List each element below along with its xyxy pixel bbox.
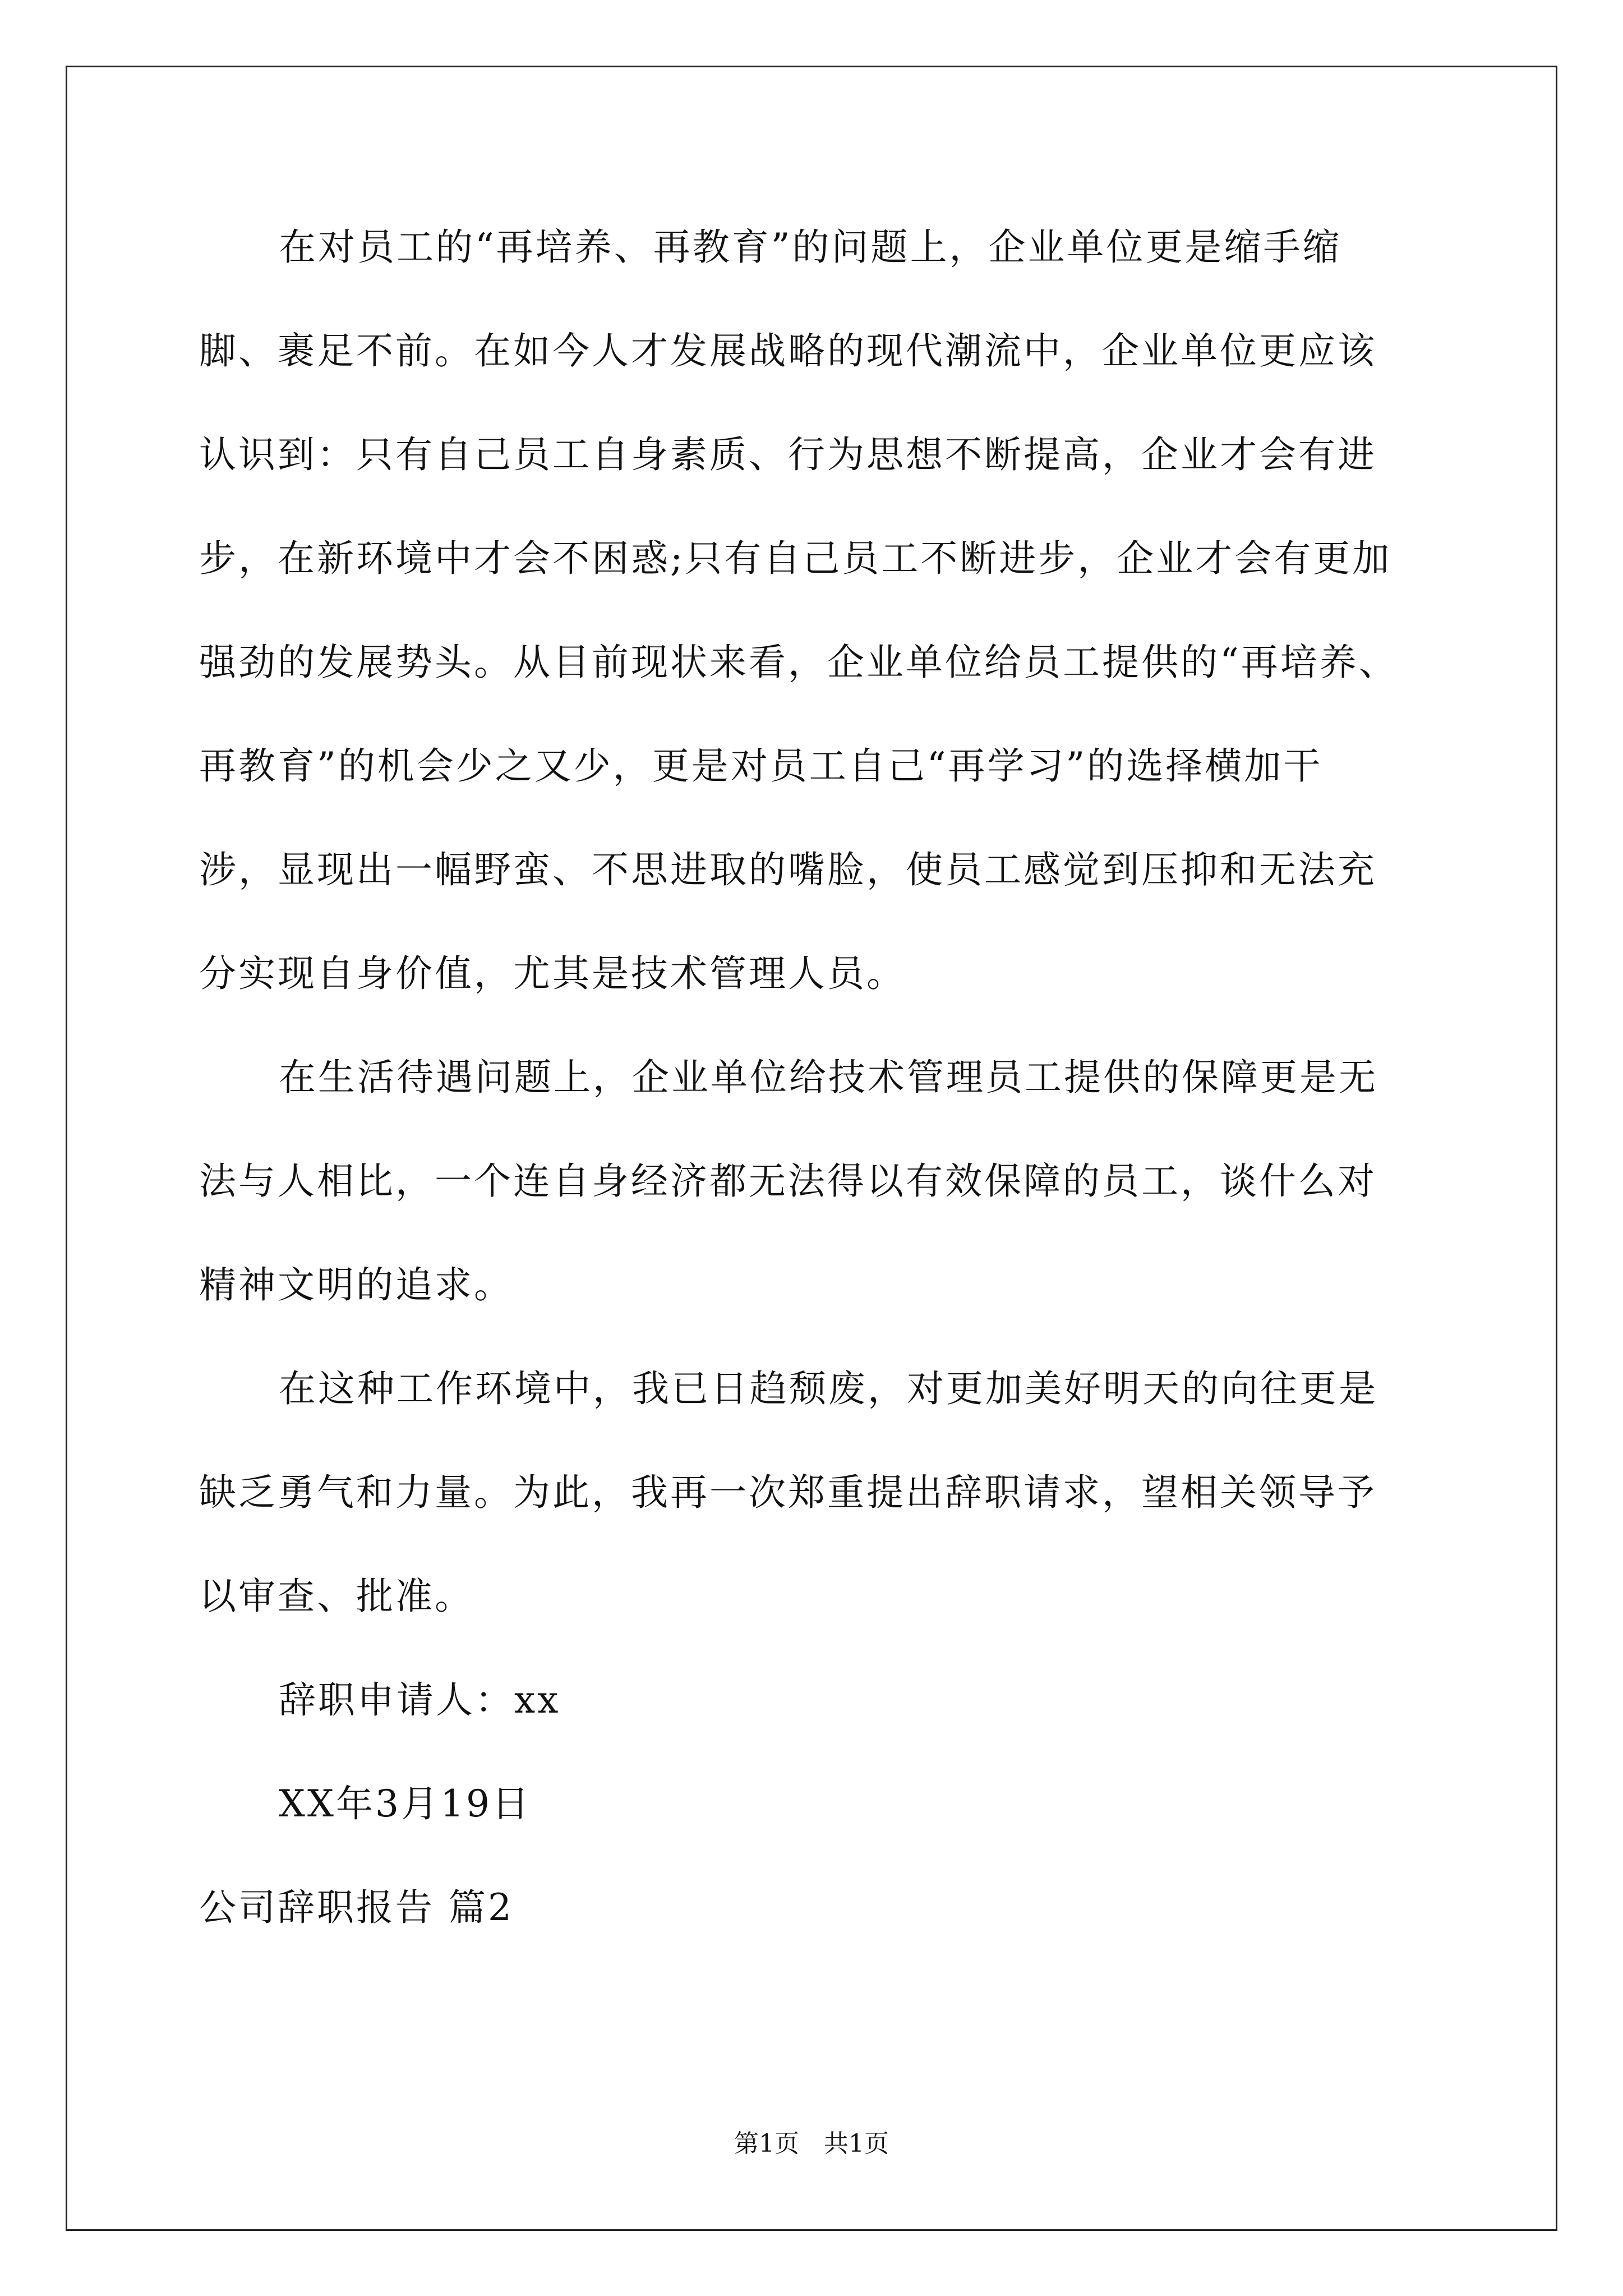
paragraph-3-line-1: 在这种工作环境中，我已日趋颓废，对更加美好明天的向往更是 xyxy=(279,1367,1378,1410)
paragraph-3-line-2: 缺乏勇气和力量。为此，我再一次郑重提出辞职请求，望相关领导予 xyxy=(199,1471,1377,1514)
paragraph-1-line-1: 在对员工的“再培养、再教育”的问题上，企业单位更是缩手缩 xyxy=(279,226,1342,269)
paragraph-1-line-8: 分实现自身价值，尤其是技术管理人员。 xyxy=(199,952,906,995)
paragraph-3-line-3: 以审查、批准。 xyxy=(199,1575,474,1618)
section-heading: 公司辞职报告 篇2 xyxy=(199,1886,514,1929)
signature-line: 辞职申请人：xx xyxy=(279,1678,561,1722)
paragraph-2-line-3: 精神文明的追求。 xyxy=(199,1263,513,1306)
paragraph-1-line-2: 脚、裹足不前。在如今人才发展战略的现代潮流中，企业单位更应该 xyxy=(199,329,1377,372)
page-footer: 第1页 共1页 xyxy=(734,2129,889,2158)
paragraph-1-line-5: 强劲的发展势头。从目前现状来看，企业单位给员工提供的“再培养、 xyxy=(199,641,1398,684)
paragraph-1-line-7: 涉，显现出一幅野蛮、不思进取的嘴脸，使员工感觉到压抑和无法充 xyxy=(199,848,1377,891)
paragraph-2-line-2: 法与人相比，一个连自身经济都无法得以有效保障的员工，谈什么对 xyxy=(199,1159,1377,1203)
paragraph-2-line-1: 在生活待遇问题上，企业单位给技术管理员工提供的保障更是无 xyxy=(279,1056,1378,1099)
date-line: XX年3月19日 xyxy=(279,1782,531,1825)
paragraph-1-line-3: 认识到：只有自己员工自身素质、行为思想不断提高，企业才会有进 xyxy=(199,433,1377,476)
paragraph-1-line-6: 再教育”的机会少之又少，更是对员工自己“再学习”的选择横加干 xyxy=(199,744,1323,788)
paragraph-1-line-4: 步，在新环境中才会不困惑;只有自己员工不断进步，企业才会有更加 xyxy=(199,537,1392,580)
